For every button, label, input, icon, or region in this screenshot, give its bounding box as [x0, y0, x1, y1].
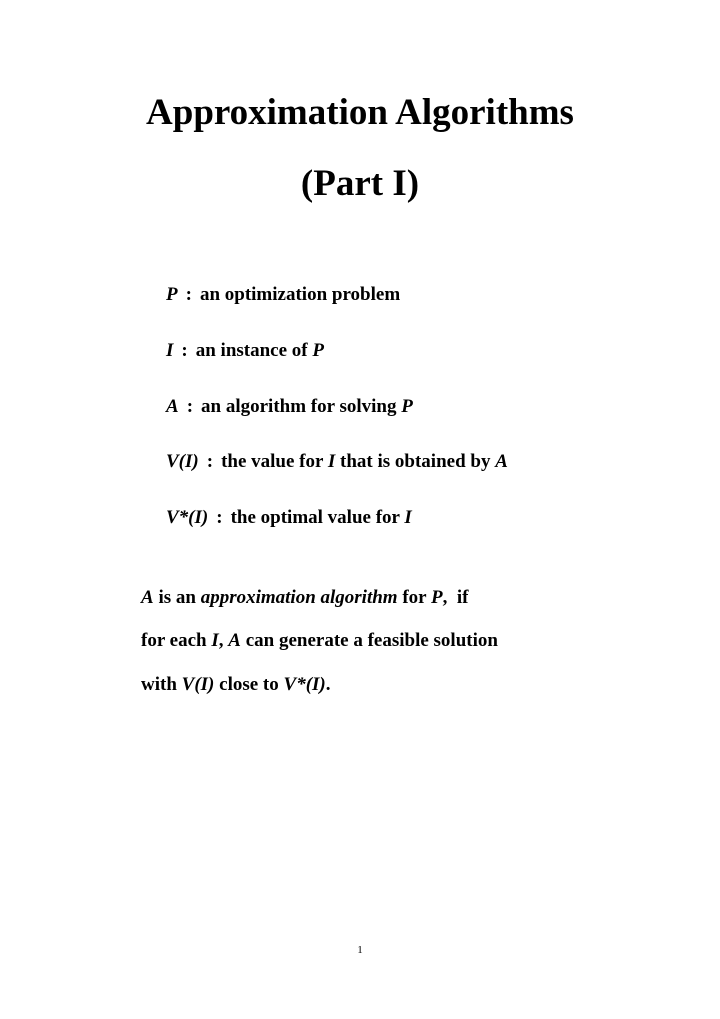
paragraph-line-2 [141, 631, 498, 650]
definition-v-star-i [166, 508, 412, 527]
symbol-v-star-i: V*(I) [283, 674, 326, 695]
text-close-to: close to [219, 674, 279, 695]
comma: , [442, 587, 448, 608]
definition-text-symbol-2: A [495, 451, 508, 472]
period: . [325, 674, 331, 695]
definition-i [166, 341, 324, 360]
definition-text-symbol: P [312, 340, 324, 361]
symbol-i: I [211, 630, 219, 651]
definition-text: the optimal value for [230, 507, 400, 528]
page-number: 1 [357, 944, 363, 956]
definition-text-symbol: P [401, 396, 413, 417]
definition-symbol: I [166, 340, 174, 361]
definition-text: an optimization problem [199, 284, 401, 305]
definition-symbol: P [166, 284, 178, 305]
text-for: for [402, 587, 427, 608]
definition-symbol: A [166, 396, 179, 417]
page-subtitle: (Part I) [300, 163, 420, 204]
symbol-a: A [141, 587, 154, 608]
symbol-p: P [431, 587, 443, 608]
definition-colon: : [181, 340, 188, 361]
comma: , [218, 630, 224, 651]
text-if: if [456, 587, 469, 608]
text-with: with [141, 674, 177, 695]
definition-colon: : [186, 396, 194, 417]
definition-a [166, 397, 413, 416]
definition-text: an instance of [195, 340, 308, 361]
term-approximation-algorithm: approximation algorithm [200, 587, 398, 608]
definition-text: an algorithm for solving [201, 396, 397, 417]
paragraph-line-1 [141, 588, 468, 607]
definition-p [166, 285, 400, 304]
text-rest: can generate a feasible solution [245, 630, 498, 651]
definition-colon: : [216, 507, 223, 528]
definition-v-i [166, 452, 508, 471]
text-for-each: for each [141, 630, 207, 651]
definition-text-symbol: I [327, 451, 336, 472]
definition-text-after: that is obtained by [340, 451, 491, 472]
definition-colon: : [206, 451, 214, 472]
symbol-v-i: V(I) [181, 674, 215, 695]
paragraph-line-3 [141, 675, 331, 694]
page-title: Approximation Algorithms [146, 92, 574, 133]
definition-text: the value for [221, 451, 324, 472]
definition-symbol: V(I) [166, 451, 199, 472]
definition-symbol: V*(I) [166, 507, 209, 528]
definition-colon: : [185, 284, 192, 305]
text-is-an: is an [158, 587, 196, 608]
definition-text-symbol: I [404, 507, 412, 528]
symbol-a: A [228, 630, 241, 651]
